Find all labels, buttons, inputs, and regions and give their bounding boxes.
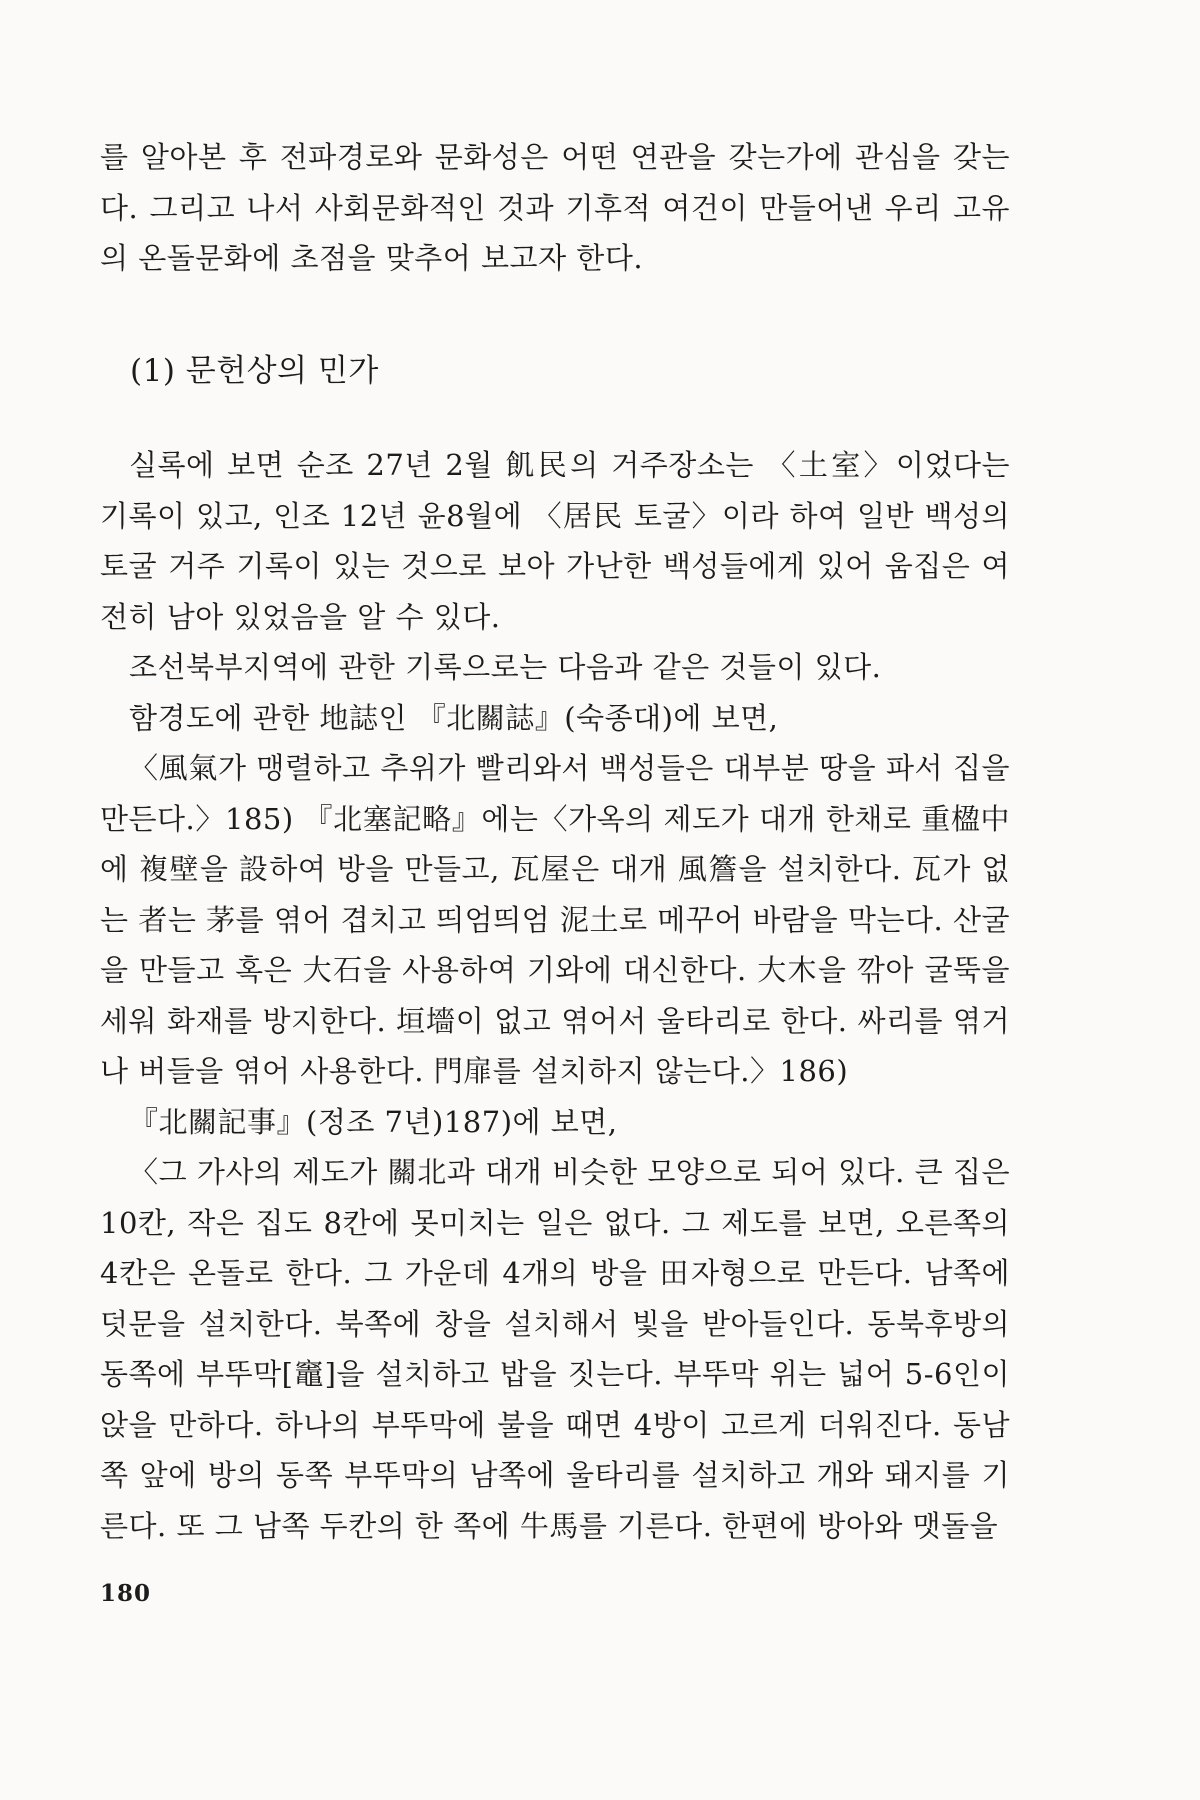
paragraph-bukgwanji: 함경도에 관한 地誌인 『北關誌』(숙종대)에 보면, — [129, 700, 779, 735]
body-text — [100, 440, 1010, 1551]
paragraph-quote-house-system: 〈그 가사의 제도가 關北과 대개 비슷한 모양으로 되어 있다. 큰 집은 10칸, 작은 집도 8칸에 못미치는 일은 없다. 그 제도를 보면, 오른쪽의 4칸은 온돌로 한다. 그 가운데 4개의 방을 田자형으로 만든다. 남쪽에 덧문을 설치한다. 북쪽에 창을 설치해서 빛을 받아들인다. 동북후방의 동쪽에 부뚜막[竈]을 설치하고 밥을 짓는다. 부뚜막 위는 넓어 5-6인이 앉을 만하다. 하나의 부뚜막에 불을 때면 4방이 고르게 더워진다. 동남쪽 앞에 방의 동쪽 부뚜막의 남쪽에 울타리를 설치하고 개와 돼지를 기른다. 또 그 남쪽 두칸의 한 쪽에 牛馬를 기른다. 한편에 방아와 맷돌을 — [100, 1155, 1010, 1543]
paragraph-sillok: 실록에 보면 순조 27년 2월 飢民의 거주장소는 〈土室〉이었다는 기록이 있고, 인조 12년 윤8월에 〈居民 토굴〉이라 하여 일반 백성의 토굴 거주 기록이 있는 것으로 보아 가난한 백성들에게 있어 움집은 여전히 남아 있었음을 알 수 있다. — [100, 448, 1010, 634]
intro-text — [100, 132, 1010, 284]
paragraph-bukgwan-gisa: 『北關記事』(정조 7년)187)에 보면, — [129, 1104, 618, 1139]
intro-paragraph: 를 알아본 후 전파경로와 문화성은 어떤 연관을 갖는가에 관심을 갖는다. 그리고 나서 사회문화적인 것과 기후적 여건이 만들어낸 우리 고유의 온돌문화에 초점을 맞추어 보고자 한다. — [100, 140, 1010, 275]
paragraph-northern-records: 조선북부지역에 관한 기록으로는 다음과 같은 것들이 있다. — [129, 650, 882, 684]
section-heading: (1) 문헌상의 민가 — [130, 353, 379, 389]
page-number: 180 — [100, 1580, 152, 1607]
paragraph-quote-bukse: 〈風氣가 맹렬하고 추위가 빨리와서 백성들은 대부분 땅을 파서 집을 만든다.〉185) 『北塞記略』에는〈가옥의 제도가 대개 한채로 重楹中에 複壁을 設하여 방을 만들고, 瓦屋은 대개 風簷을 설치한다. 瓦가 없는 者는 茅를 엮어 겹치고 띄엄띄엄 泥土로 메꾸어 바람을 막는다. 산굴을 만들고 혹은 大石을 사용하여 기와에 대신한다. 大木을 깎아 굴뚝을 세워 화재를 방지한다. 垣墻이 없고 엮어서 울타리로 한다. 싸리를 엮거나 버들을 엮어 사용한다. 門扉를 설치하지 않는다.〉186) — [100, 751, 1010, 1088]
